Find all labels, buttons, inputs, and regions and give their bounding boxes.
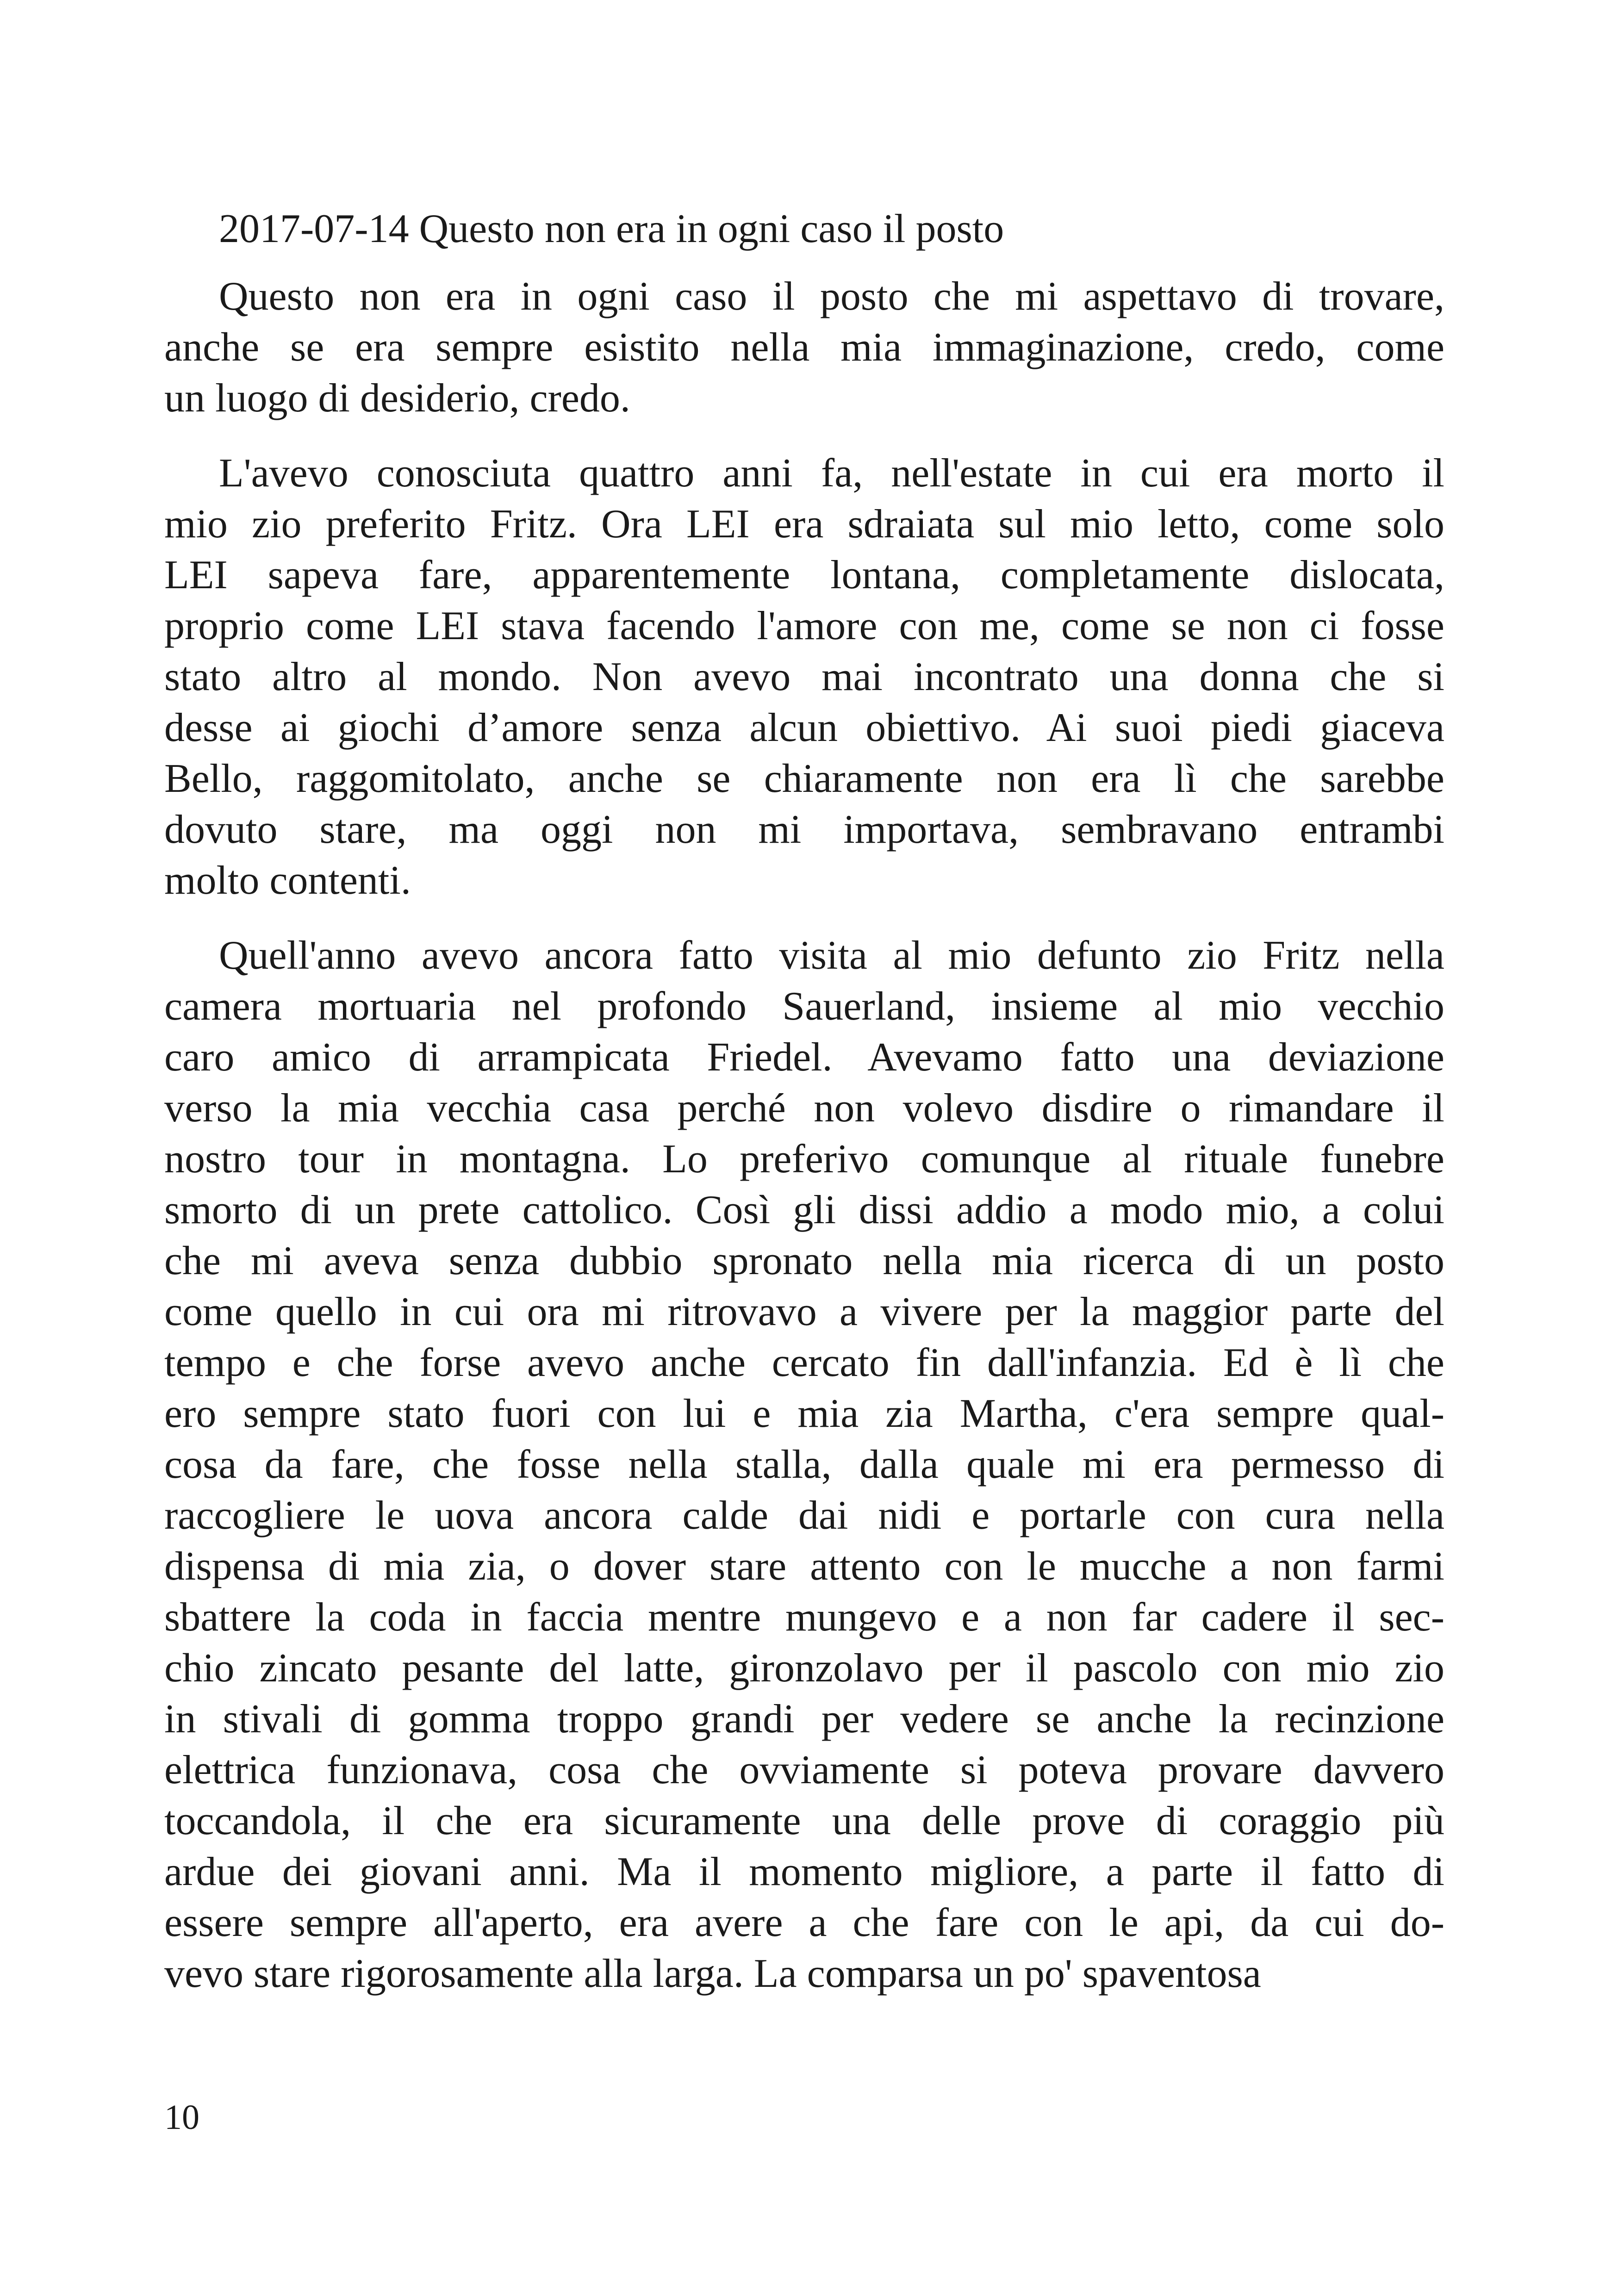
text-line: raccogliere le uova ancora calde dai nidi e portarle con cura nella bbox=[164, 1493, 1444, 1538]
text-line: tempo e che forse avevo anche cercato fin dall'infanzia. Ed è lì che bbox=[164, 1340, 1444, 1385]
text-line: ero sempre stato fuori con lui e mia zia Martha, c'era sempre qual- bbox=[164, 1391, 1444, 1436]
text-line: sbattere la coda in faccia mentre mungevo e a non far cadere il sec- bbox=[164, 1595, 1444, 1640]
text-line: LEI sapeva fare, apparentemente lontana, completamente dislocata, bbox=[164, 553, 1444, 597]
paragraph-3 bbox=[164, 930, 1444, 1999]
paragraph-1 bbox=[164, 271, 1444, 424]
text-line: Quell'anno avevo ancora fatto visita al mio defunto zio Fritz nella bbox=[219, 933, 1444, 978]
text-line: verso la mia vecchia casa perché non volevo disdire o rimandare il bbox=[164, 1086, 1444, 1131]
entry-heading: 2017-07-14 Questo non era in ogni caso il posto bbox=[219, 206, 1004, 251]
text-line: ardue dei giovani anni. Ma il momento migliore, a parte il fatto di bbox=[164, 1849, 1444, 1894]
text-line: Questo non era in ogni caso il posto che mi aspettavo di trovare, bbox=[219, 274, 1444, 319]
text-line: come quello in cui ora mi ritrovavo a vivere per la maggior parte del bbox=[164, 1289, 1444, 1334]
text-line: essere sempre all'aperto, era avere a che fare con le api, da cui do- bbox=[164, 1900, 1444, 1945]
text-line: in stivali di gomma troppo grandi per vedere se anche la recinzione bbox=[164, 1697, 1444, 1742]
text-line: L'avevo conosciuta quattro anni fa, nell'estate in cui era morto il bbox=[219, 451, 1444, 496]
page-body bbox=[164, 204, 1444, 1999]
text-line: mio zio preferito Fritz. Ora LEI era sdraiata sul mio letto, come solo bbox=[164, 502, 1444, 547]
text-line: un luogo di desiderio, credo. bbox=[164, 376, 630, 421]
text-line: elettrica funzionava, cosa che ovviamente si poteva provare davvero bbox=[164, 1748, 1444, 1792]
text-line: che mi aveva senza dubbio spronato nella mia ricerca di un posto bbox=[164, 1238, 1444, 1283]
text-line: cosa da fare, che fosse nella stalla, dalla quale mi era permesso di bbox=[164, 1442, 1444, 1487]
text-line: dovuto stare, ma oggi non mi importava, sembravano entrambi bbox=[164, 807, 1444, 852]
text-line: stato altro al mondo. Non avevo mai incontrato una donna che si bbox=[164, 654, 1444, 699]
text-line: smorto di un prete cattolico. Così gli dissi addio a modo mio, a colui bbox=[164, 1188, 1444, 1232]
paragraph-2 bbox=[164, 448, 1444, 906]
text-line: dispensa di mia zia, o dover stare attento con le mucche a non farmi bbox=[164, 1544, 1444, 1589]
text-line: molto contenti. bbox=[164, 858, 411, 903]
text-line: vevo stare rigorosamente alla larga. La comparsa un po' spaventosa bbox=[164, 1951, 1261, 1996]
text-line: desse ai giochi d’amore senza alcun obiettivo. Ai suoi piedi giaceva bbox=[164, 705, 1444, 750]
text-line: camera mortuaria nel profondo Sauerland, insieme al mio vecchio bbox=[164, 984, 1444, 1029]
text-line: nostro tour in montagna. Lo preferivo comunque al rituale funebre bbox=[164, 1137, 1444, 1182]
text-line: toccandola, il che era sicuramente una delle prove di coraggio più bbox=[164, 1798, 1444, 1843]
text-line: caro amico di arrampicata Friedel. Avevamo fatto una deviazione bbox=[164, 1035, 1444, 1080]
text-line: chio zincato pesante del latte, gironzolavo per il pascolo con mio zio bbox=[164, 1646, 1444, 1691]
text-line: proprio come LEI stava facendo l'amore con me, come se non ci fosse bbox=[164, 604, 1444, 648]
text-line: Bello, raggomitolato, anche se chiaramente non era lì che sarebbe bbox=[164, 756, 1444, 801]
page-number: 10 bbox=[164, 2098, 199, 2137]
text-line: anche se era sempre esistito nella mia immaginazione, credo, come bbox=[164, 325, 1444, 370]
